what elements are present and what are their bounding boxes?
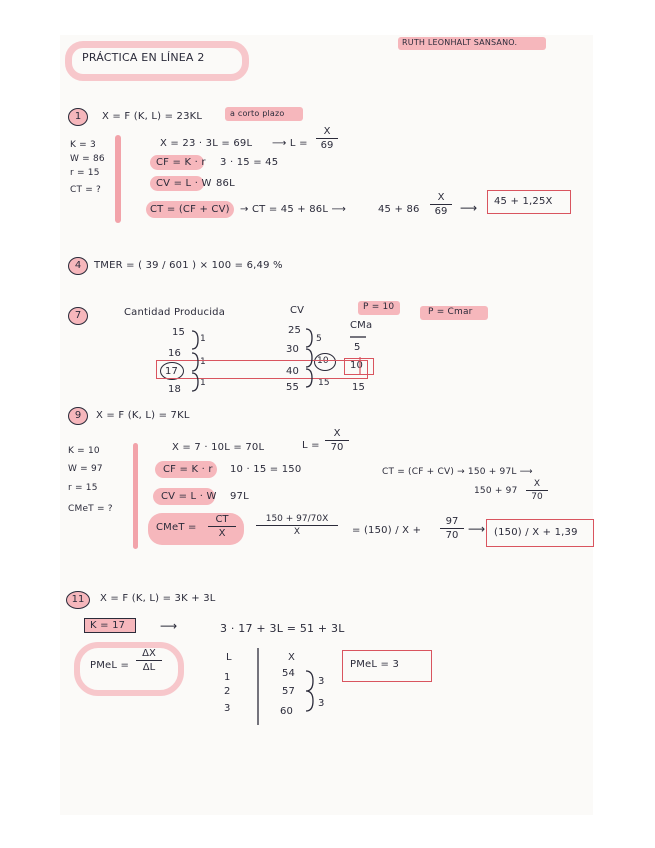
exercise-1-given-ct: CT = ? [70, 185, 102, 195]
fraction-denominator: X [218, 528, 226, 539]
exercise-9-cv: CV = L · W [161, 491, 217, 502]
exercise-1-cf-calc: 3 · 15 = 45 [220, 157, 279, 168]
exercise-9-result: (150) / X + 1,39 [494, 527, 578, 538]
exercise-1-result: 45 + 1,25X [494, 196, 553, 207]
exercise-1-tag: a corto plazo [230, 109, 285, 118]
fraction-denominator: 70 [531, 492, 543, 502]
exercise-7-cv-30: 30 [286, 344, 300, 355]
fraction-numerator: 150 + 97/70X [265, 514, 329, 524]
exercise-11-result: PMeL = 3 [350, 659, 400, 670]
exercise-7-number: 7 [68, 307, 88, 325]
exercise-11-k: K = 17 [90, 620, 126, 631]
exercise-4-number: 4 [68, 257, 88, 275]
exercise-11-number: 11 [66, 591, 90, 609]
exercise-1-number: 1 [68, 108, 88, 126]
exercise-7-q-15: 15 [172, 327, 186, 338]
exercise-1-given-w: W = 86 [70, 154, 105, 164]
exercise-9-number: 9 [68, 407, 88, 425]
exercise-9-cf-calc: 10 · 15 = 150 [230, 464, 302, 475]
exercise-7-cma-header: CMa [350, 320, 373, 331]
exercise-1-given-r: r = 15 [70, 168, 100, 178]
exercise-1-given-k: K = 3 [70, 140, 96, 150]
fraction-denominator: ΔL [142, 662, 156, 673]
exercise-9-l-eq: L = [302, 440, 320, 451]
exercise-9-function: X = F (K, L) = 7KL [96, 410, 190, 421]
exercise-9-ct-line2: 150 + 97 [474, 486, 518, 496]
exercise-1-line1: X = 23 · 3L = 69L [160, 138, 253, 149]
exercise-7-q-braces [192, 331, 198, 391]
exercise-11-x-diff-2: 3 [318, 698, 325, 709]
exercise-7-cv-header: CV [290, 305, 305, 316]
hand-drawn-strokes [60, 35, 593, 815]
exercise-7-q-17: 17 [165, 366, 179, 377]
exercise-9-expr2: = (150) / X + [352, 525, 422, 536]
fraction-numerator: 97 [445, 516, 459, 527]
exercise-11-l-3: 3 [224, 703, 231, 714]
fraction-numerator: X [333, 428, 341, 439]
exercise-9-given-cmet: CMeT = ? [68, 504, 113, 514]
exercise-1-cf: CF = K · r [156, 157, 206, 168]
exercise-1-cv: CV = L · W [156, 178, 212, 189]
exercise-7-cv-braces [306, 329, 312, 387]
exercise-11-l-header: L [226, 652, 232, 663]
exercise-11-x-54: 54 [282, 668, 296, 679]
exercise-1-arrow2: ⟶ [460, 201, 478, 215]
fraction-numerator: X [323, 126, 331, 137]
exercise-7-price: P = 10 [363, 302, 395, 312]
fraction-denominator: 70 [445, 530, 459, 541]
exercise-9-cv-calc: 97L [230, 491, 249, 502]
exercise-7-q-16: 16 [168, 348, 182, 359]
fraction-numerator: X [437, 192, 445, 203]
author-name: RUTH LEONHALT SANSANO. [402, 38, 518, 47]
exercise-9-arrow: ⟶ [468, 522, 486, 536]
fraction-numerator: X [533, 479, 541, 489]
exercise-7-cv-diff-10: 10 [317, 356, 329, 366]
exercise-9-given-w: W = 97 [68, 464, 103, 474]
exercise-11-x-57: 57 [282, 686, 296, 697]
exercise-11-x-60: 60 [280, 706, 294, 717]
fraction-numerator: ΔX [142, 648, 156, 659]
page-title: PRÁCTICA EN LÍNEA 2 [82, 51, 205, 64]
exercise-9-line1: X = 7 · 10L = 70L [172, 442, 265, 453]
exercise-1-arrow1: ⟶ L = [272, 138, 308, 149]
fraction-denominator: 70 [330, 442, 344, 453]
exercise-9-cf: CF = K · r [163, 464, 213, 475]
exercise-1-function: X = F (K, L) = 23KL [102, 111, 203, 122]
exercise-11-function: X = F (K, L) = 3K + 3L [100, 593, 216, 604]
exercise-9-given-r: r = 15 [68, 483, 98, 493]
exercise-7-cv-diff-5: 5 [316, 334, 322, 344]
exercise-11-x-header: X [288, 652, 296, 663]
exercise-7-cma-15: 15 [352, 382, 366, 393]
exercise-7-q-diff-3: 1 [200, 378, 206, 388]
exercise-11-x-diff-1: 3 [318, 676, 325, 687]
exercise-11-calc: 3 · 17 + 3L = 51 + 3L [220, 622, 345, 635]
exercise-9-ct-line: CT = (CF + CV) → 150 + 97L ⟶ [382, 467, 533, 477]
exercise-7-quantity-header: Cantidad Producida [124, 307, 226, 318]
exercise-7-cma-5: 5 [354, 342, 361, 353]
exercise-11-arrow: ⟶ [160, 619, 178, 633]
exercise-7-cv-55: 55 [286, 382, 300, 393]
exercise-1-ct-substitution: 45 + 86 [378, 204, 420, 215]
fraction-denominator: X [293, 527, 301, 537]
exercise-7-cv-diff-15: 15 [318, 378, 330, 388]
exercise-7-cv-25: 25 [288, 325, 302, 336]
fraction-denominator: 69 [434, 206, 448, 217]
exercise-7-q-diff-2: 1 [200, 357, 206, 367]
exercise-1-cv-calc: 86L [216, 178, 235, 189]
exercise-7-q-diff-1: 1 [200, 334, 206, 344]
exercise-4-tmer: TMER = ( 39 / 601 ) × 100 = 6,49 % [94, 260, 283, 271]
exercise-7-rule: P = Cmar [428, 307, 473, 317]
exercise-9-given-k: K = 10 [68, 446, 100, 456]
exercise-1-ct: CT = (CF + CV) [150, 204, 230, 215]
exercise-11-x-braces [306, 671, 313, 711]
exercise-11-l-1: 1 [224, 672, 231, 683]
exercise-9-cmet: CMeT = [156, 522, 197, 533]
exercise-7-q-18: 18 [168, 384, 182, 395]
fraction-numerator: CT [215, 514, 229, 525]
fraction-denominator: 69 [320, 140, 334, 151]
exercise-7-cv-40: 40 [286, 366, 300, 377]
notebook-page [60, 35, 593, 815]
exercise-11-pmel: PMeL = [90, 660, 130, 671]
exercise-7-cma-10: 10 [350, 360, 364, 371]
exercise-11-l-2: 2 [224, 686, 231, 697]
exercise-1-ct-calc: → CT = 45 + 86L ⟶ [240, 204, 347, 215]
